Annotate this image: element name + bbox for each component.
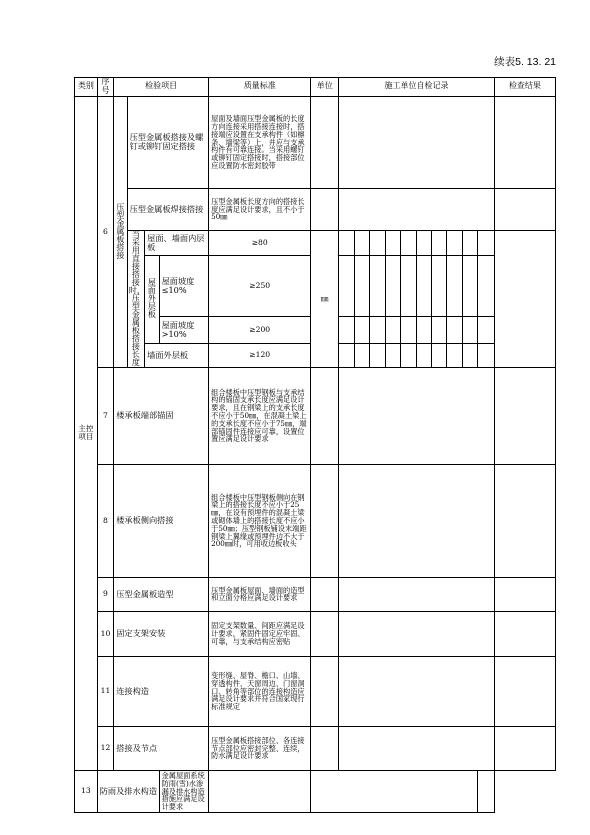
- header-category: 类别: [75, 78, 98, 97]
- seq-cell: 11: [97, 656, 114, 726]
- item6-sub1-name: 压型金属板搭接及螺钉或铆钉固定搭接: [127, 96, 209, 188]
- result-cell[interactable]: [494, 96, 555, 188]
- self-check-cell[interactable]: [339, 367, 495, 464]
- item-standard: 压型金属板搭接部位、各连接节点部位应密封完整、连续，防水满足设计要求: [209, 726, 311, 770]
- item6-sub2-name: 压型金属板焊接搭接: [127, 188, 209, 230]
- item6-sub2-standard: 压型金属板长度方向的搭接长度应满足设计要求，且不小于50㎜: [209, 188, 311, 230]
- record-cell[interactable]: [416, 343, 431, 367]
- record-cell[interactable]: [431, 230, 446, 255]
- result-cell[interactable]: [494, 656, 555, 726]
- record-cell[interactable]: [401, 255, 416, 316]
- header-inspect-item: 检验项目: [114, 78, 209, 97]
- item6-sub3-outer-group: [145, 255, 159, 343]
- record-cell[interactable]: [462, 316, 477, 343]
- item-name: 压型金属板造型: [114, 577, 209, 611]
- item6-sub3-row4-name: 墙面外层板: [145, 343, 209, 367]
- record-cell[interactable]: [339, 230, 354, 255]
- table-row: [75, 230, 556, 255]
- item-standard: 变形缝、屋脊、檐口、山墙、穿透构件、天窗周边、门窗洞口、转角等部位的连接构造应满足设计要求并符合国家现行标准规定: [209, 656, 311, 726]
- record-cell[interactable]: [431, 255, 446, 316]
- record-cell[interactable]: [385, 316, 400, 343]
- category-cell: 主控项目: [75, 96, 98, 770]
- header-self-check: 施工单位自检记录: [339, 78, 495, 97]
- header-standard: 质量标准: [209, 78, 311, 97]
- item6-sub1-standard: 屋面及墙面压型金属板的长度方向连接采用搭接连接时，搭接端应设置在支承构件（如檩条、墙梁等）上，并应与支承构件有可靠连接。当采用螺钉或铆钉固定搭接时，搭接部位应设置防水密封胶带: [209, 96, 311, 188]
- unit-cell: [311, 188, 339, 230]
- self-check-cell[interactable]: [339, 656, 495, 726]
- item-standard: 组合楼板中压型钢板与支承结构的锚固支承长度应满足设计要求，且在钢梁上的支承长度不应小于50㎜，在混凝土梁上的支承长度不应小于75㎜，端部锚固件连接应可靠，设置位置应满足设计要求: [209, 367, 311, 464]
- table-row: [75, 464, 556, 577]
- record-cell[interactable]: [416, 316, 431, 343]
- header-seq: 序号: [97, 78, 114, 97]
- record-cell[interactable]: [478, 316, 495, 343]
- self-check-cell[interactable]: [339, 577, 495, 611]
- result-cell[interactable]: [478, 770, 495, 812]
- table-row: [75, 611, 556, 656]
- result-cell[interactable]: [494, 611, 555, 656]
- record-cell[interactable]: [385, 343, 400, 367]
- item6-sub3-row1-name: 屋面、墙面内层板: [145, 230, 209, 255]
- record-cell[interactable]: [431, 316, 446, 343]
- unit-cell: [209, 770, 311, 812]
- record-cell[interactable]: [385, 230, 400, 255]
- item-name: 楼承板端部锚固: [114, 367, 209, 464]
- item6-sub3-name: [127, 230, 145, 367]
- result-cell[interactable]: [494, 367, 555, 464]
- record-cell[interactable]: [462, 255, 477, 316]
- unit-cell: [311, 656, 339, 726]
- item6-sub3-row3-name: 屋面坡度>10%: [159, 316, 209, 343]
- record-cell[interactable]: [416, 230, 431, 255]
- inspection-table: [74, 77, 556, 813]
- item-name: 楼承板侧向搭接: [114, 464, 209, 577]
- item6-sub3-row4-standard: ≥120: [209, 343, 311, 367]
- record-cell[interactable]: [447, 343, 462, 367]
- unit-cell: [311, 577, 339, 611]
- record-cell[interactable]: [478, 230, 495, 255]
- record-cell[interactable]: [354, 316, 369, 343]
- item-standard: 金属屋面系统防雨(雪)水渗漏及排水构造措施应满足设计要求: [159, 770, 209, 812]
- record-cell[interactable]: [354, 343, 369, 367]
- table-row: [75, 726, 556, 770]
- self-check-cell[interactable]: [311, 770, 478, 812]
- self-check-cell[interactable]: [339, 726, 495, 770]
- item-name: 防雨及排水构造: [97, 770, 159, 812]
- self-check-cell[interactable]: [339, 464, 495, 577]
- unit-cell: [311, 611, 339, 656]
- item6-sub3-unit: ㎜: [311, 230, 339, 367]
- record-cell[interactable]: [447, 230, 462, 255]
- table-row: [75, 367, 556, 464]
- item6-sub3-row2-name: 屋面坡度≤10%: [159, 255, 209, 316]
- self-check-cell[interactable]: [339, 96, 495, 188]
- seq-cell: 7: [97, 367, 114, 464]
- self-check-cell[interactable]: [339, 611, 495, 656]
- record-cell[interactable]: [354, 255, 369, 316]
- header-result: 检查结果: [494, 78, 555, 97]
- record-cell[interactable]: [339, 316, 354, 343]
- record-cell[interactable]: [385, 255, 400, 316]
- item-standard: 组合楼板中压型钢板侧向在钢梁上的搭接长度不应小于25㎜，在设有预埋件的混凝土梁或砌体墙上的搭接长度不应小于50㎜；压型钢板铺设末端距钢梁上翼缘或预埋件边不大于200㎜时，可用收边板收头: [209, 464, 311, 577]
- record-cell[interactable]: [431, 343, 446, 367]
- seq-cell: 9: [97, 577, 114, 611]
- unit-cell: [311, 96, 339, 188]
- result-cell[interactable]: [494, 464, 555, 577]
- item-name: 固定支架安装: [114, 611, 209, 656]
- record-cell[interactable]: [354, 230, 369, 255]
- seq-cell: 8: [97, 464, 114, 577]
- record-cell[interactable]: [370, 343, 385, 367]
- record-cell[interactable]: [401, 343, 416, 367]
- table-row: [75, 96, 556, 188]
- unit-cell: [311, 726, 339, 770]
- item6-sub3-row2-standard: ≥250: [209, 255, 311, 316]
- record-cell[interactable]: [401, 230, 416, 255]
- record-cell[interactable]: [447, 255, 462, 316]
- unit-cell: [311, 464, 339, 577]
- item-standard: 固定支架数量、间距应满足设计要求，紧固件固定应牢固、可靠，与支承结构应密贴: [209, 611, 311, 656]
- record-cell[interactable]: [370, 316, 385, 343]
- table-row: [75, 188, 556, 230]
- header-row: [75, 78, 556, 97]
- record-cell[interactable]: [416, 255, 431, 316]
- record-cell[interactable]: [447, 316, 462, 343]
- record-cell[interactable]: [339, 343, 354, 367]
- item6-sub3-row3-standard: ≥200: [209, 316, 311, 343]
- item6-group-label: [114, 96, 127, 367]
- record-cell[interactable]: [370, 255, 385, 316]
- item6-sub3-text: 当采用直接搭接时，压型金属板搭接长度: [128, 229, 145, 367]
- table-row: [75, 656, 556, 726]
- record-cell[interactable]: [401, 316, 416, 343]
- record-cell[interactable]: [462, 343, 477, 367]
- result-cell[interactable]: [494, 188, 555, 230]
- result-cell[interactable]: [494, 230, 555, 367]
- seq-cell: 6: [97, 96, 114, 367]
- item6-sub3-outer-text: 屋面外层板: [147, 278, 156, 320]
- record-cell[interactable]: [370, 230, 385, 255]
- seq-cell: 12: [97, 726, 114, 770]
- record-cell[interactable]: [478, 255, 495, 316]
- seq-cell: 13: [75, 770, 98, 812]
- item6-sub3-row1-standard: ≥80: [209, 230, 311, 255]
- result-cell[interactable]: [494, 577, 555, 611]
- table-continuation-ref: 续表5. 13. 21: [494, 56, 556, 68]
- seq-cell: 10: [97, 611, 114, 656]
- record-cell[interactable]: [339, 255, 354, 316]
- record-cell[interactable]: [462, 230, 477, 255]
- table-row: [75, 770, 556, 812]
- result-cell[interactable]: [494, 726, 555, 770]
- item-name: 连接构造: [114, 656, 209, 726]
- record-cell[interactable]: [478, 343, 495, 367]
- item6-group-text: 压型金属板搭接: [116, 202, 125, 260]
- item-standard: 压型金属板屋面、墙面的造型和立面分格应满足设计要求: [209, 577, 311, 611]
- unit-cell: [311, 367, 339, 464]
- table-row: [75, 577, 556, 611]
- self-check-cell[interactable]: [339, 188, 495, 230]
- header-unit: 单位: [311, 78, 339, 97]
- item-name: 搭接及节点: [114, 726, 209, 770]
